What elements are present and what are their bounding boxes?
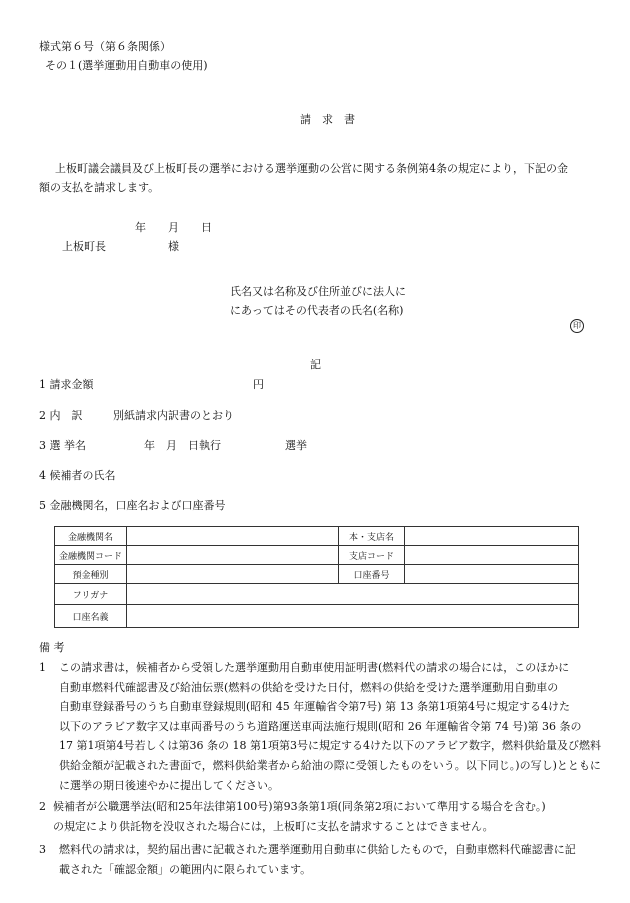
bank-name-label: 金融機関名 (55, 527, 127, 546)
account-name-field[interactable] (127, 605, 579, 628)
item-5-label: 5 金融機関名，口座名および口座番号 (39, 499, 226, 512)
form-subtitle: その１(選挙運動用自動車の使用) (45, 59, 208, 72)
note-1-line: 自動車燃料代確認書及び給油伝票(燃料の供給を受けた日付，燃料の供給を受けた選挙運動用自動車の (59, 680, 559, 694)
furigana-field[interactable] (127, 584, 579, 605)
note-1-body (59, 658, 624, 795)
table-row (55, 527, 579, 546)
seal-mark: 印 (570, 319, 584, 333)
addressee-honorific: 様 (168, 240, 179, 253)
note-1-line: この請求書は，候補者から受領した選挙運動用自動車使用証明書(燃料代の請求の場合には，このほかに (59, 661, 570, 674)
note-2-line: 候補者が公職選挙法(昭和25年法律第100号)第93条第1項(同条第2項において準用する場合を含む。) (53, 800, 546, 813)
bank-account-table (54, 526, 579, 628)
note-1-number: 1 (39, 661, 46, 674)
claimant-line-1: 氏名又は名称及び住所並びに法人に (230, 285, 406, 298)
note-2-body (53, 797, 618, 836)
intro-line-1: 上板町議会議員及び上板町長の選挙における選挙運動の公営に関する条例第4条の規定により，下記の金 (55, 162, 568, 175)
addressee-name: 上板町長 (62, 240, 106, 253)
note-1-line: に選挙の期日後速やかに提出してください。 (59, 778, 279, 792)
account-name-label: 口座名義 (55, 605, 127, 628)
item-2-value: 別紙請求内訳書のとおり (113, 409, 234, 422)
bank-code-field[interactable] (127, 546, 339, 565)
note-3-body (59, 840, 624, 879)
item-3-suffix: 選挙 (285, 439, 307, 452)
note-3-line: 燃料代の請求は，契約届出書に記載された選挙運動用自動車に供給したもので，自動車燃料代確認書に記 (59, 843, 576, 856)
furigana-label: フリガナ (55, 584, 127, 605)
table-row (55, 565, 579, 584)
form-number: 様式第６号（第６条関係） (39, 40, 171, 53)
note-3-line: 載された「確認金額」の範囲内に限られています。 (59, 862, 312, 876)
account-number-label: 口座番号 (339, 565, 405, 584)
ki-heading: 記 (310, 358, 321, 371)
note-3-number: 3 (39, 843, 46, 856)
item-4-label: 4 候補者の氏名 (39, 469, 116, 482)
intro-line-2: 額の支払を請求します。 (39, 181, 160, 194)
note-1-line: 供給金額が記載された書面で，燃料供給業者から給油の際に受領したものをいう。以下同じ。)の写し)とともに (59, 758, 601, 772)
branch-field[interactable] (405, 527, 579, 546)
bank-code-label: 金融機関コード (55, 546, 127, 565)
item-1-label: 1 請求金額 (39, 378, 94, 391)
item-3-date: 年 月 日執行 (144, 439, 221, 452)
bank-name-field[interactable] (127, 527, 339, 546)
table-row (55, 584, 579, 605)
page-title: 請 求 書 (300, 113, 355, 126)
branch-code-field[interactable] (405, 546, 579, 565)
item-1-unit: 円 (253, 378, 264, 391)
table-row (55, 546, 579, 565)
note-1-line: 以下のアラビア数字又は車両番号のうち道路運送車両法施行規則(昭和 26 年運輸省令第 74 号)第 36 条の (59, 719, 582, 733)
branch-code-label: 支店コード (339, 546, 405, 565)
table-row (55, 605, 579, 628)
note-2-line: の規定により供託物を没収された場合には，上板町に支払を請求することはできません。 (53, 819, 494, 833)
account-number-field[interactable] (405, 565, 579, 584)
branch-label: 本・支店名 (339, 527, 405, 546)
item-3-label: 3 選 挙名 (39, 439, 86, 452)
deposit-type-label: 預金種別 (55, 565, 127, 584)
note-2-number: 2 (39, 800, 46, 813)
notes-heading: 備 考 (39, 641, 65, 654)
item-2-label: 2 内 訳 (39, 409, 83, 422)
note-1-line: 17 第1項第4号若しくは第36 条の 18 第1項第3号に規定する4けた以下のアラビア数字，燃料供給量及び燃料 (59, 739, 601, 753)
date-line: 年 月 日 (135, 221, 212, 234)
deposit-type-field[interactable] (127, 565, 339, 584)
note-1-line: 自動車登録番号のうち自動車登録規則(昭和 45 年運輸省令第7号) 第 13 条第1項第4号に規定する4けた (59, 700, 571, 714)
claimant-line-2: にあってはその代表者の氏名(名称) (230, 304, 404, 317)
